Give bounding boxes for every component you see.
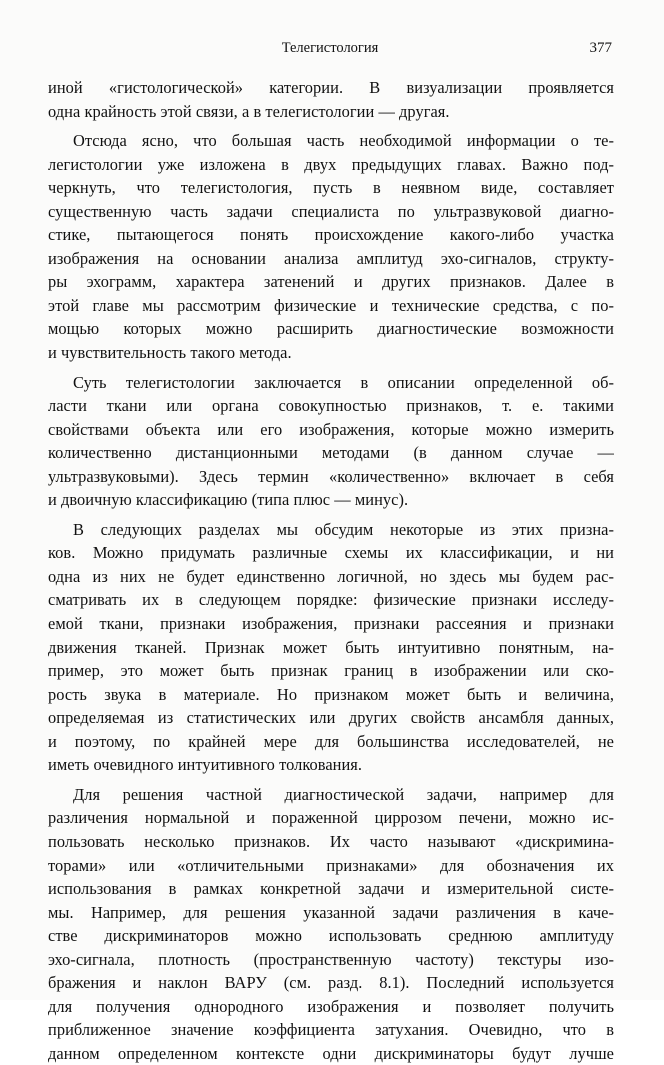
text-line: Для решения частной диагностической задачи, например для [73, 784, 614, 804]
text-line: торами» или «отличительными признаками» для обозначения их [48, 855, 614, 875]
text-line: В следующих разделах мы обсудим некоторые из этих призна- [73, 519, 614, 539]
text-line: ультразвуковыми). Здесь термин «количественно» включает в себя [48, 466, 614, 486]
text-line: приближенное значение коэффициента затухания. Очевидно, что в [48, 1020, 614, 1040]
text-line: бражения и наклон ВАРУ (см. разд. 8.1). Последний используется [48, 973, 614, 993]
text-line: ков. Можно придумать различные схемы их классификации, и ни [48, 543, 614, 563]
text-line: для получения однородного изображения и позволяет получить [48, 996, 614, 1016]
text-line: и чувствительность такого метода. [48, 343, 292, 363]
text-line: Суть телегистологии заключается в описании определенной об- [73, 372, 614, 392]
text-line: сматривать их в следующем порядке: физические признаки исследу- [48, 590, 614, 610]
paragraph-1 [48, 76, 614, 123]
text-line: пример, это может быть признак границ в изображении или ско- [48, 661, 614, 681]
text-line: использования в рамках конкретной задачи и измерительной систе- [48, 879, 614, 899]
text-line: определяемая из статистических или других свойств ансамбля данных, [48, 708, 614, 728]
text-line: движения тканей. Признак может быть интуитивно понятным, на- [48, 637, 614, 657]
text-line: рость звука в материале. Но признаком может быть и величина, [48, 684, 614, 704]
text-line: ры эхограмм, характера затенений и других признаков. Далее в [48, 272, 614, 292]
running-head [48, 40, 612, 60]
text-line: мощью которых можно расширить диагностические возможности [48, 319, 614, 339]
text-line: одна из них не будет единственно логичной, но здесь мы будем рас- [48, 566, 614, 586]
body-text [48, 76, 614, 1065]
text-line: стике, пытающегося понять происхождение какого-либо участка [48, 225, 614, 245]
text-line: и поэтому, по крайней мере для большинства исследователей, не [48, 731, 614, 751]
text-line: пользовать несколько признаков. Их часто называют «дискримина- [48, 831, 614, 851]
text-line: изображения на основании анализа амплитуд эхо-сигналов, структу- [48, 248, 614, 268]
text-line: количественно дистанционными методами (в данном случае — [48, 443, 614, 463]
text-line: мы. Например, для решения указанной задачи различения в каче- [48, 902, 614, 922]
text-line: стве дискриминаторов можно использовать среднюю амплитуду [48, 926, 614, 946]
text-line: свойствами объекта или его изображения, которые можно измерить [48, 419, 614, 439]
text-line: эхо-сигнала, плотность (пространственную частоту) текстуры изо- [48, 949, 614, 969]
text-line: легистологии уже изложена в двух предыдущих главах. Важно под- [48, 154, 614, 174]
text-line: существенную часть задачи специалиста по ультразвуковой диагно- [48, 201, 614, 221]
paragraph-2 [48, 129, 614, 364]
text-line: и двоичную классификацию (типа плюс — минус). [48, 490, 409, 510]
text-line: иметь очевидного интуитивного толкования. [48, 755, 363, 775]
text-line: черкнуть, что телегистология, пусть в неявном виде, составляет [48, 178, 614, 198]
text-line: Отсюда ясно, что большая часть необходимой информации о те- [73, 131, 614, 151]
page-number: 377 [589, 40, 612, 56]
paragraph-3 [48, 371, 614, 512]
paragraph-4 [48, 518, 614, 777]
text-line: одна крайность этой связи, а в телегистологии — другая. [48, 101, 450, 121]
running-title: Телегистология [281, 40, 379, 56]
text-line: иной «гистологической» категории. В визуализации проявляется [48, 78, 614, 97]
text-line: этой главе мы рассмотрим физические и технические средства, с по- [48, 295, 614, 315]
text-line: ласти ткани или органа совокупностью признаков, т. е. такими [48, 396, 614, 416]
paragraph-5 [48, 783, 614, 1065]
text-line: емой ткани, признаки изображения, признаки рассеяния и признаки [48, 614, 614, 634]
text-line: данном определенном контексте одни дискриминаторы будут лучше [48, 1043, 614, 1063]
text-line: различения нормальной и пораженной циррозом печени, можно ис- [48, 808, 614, 828]
